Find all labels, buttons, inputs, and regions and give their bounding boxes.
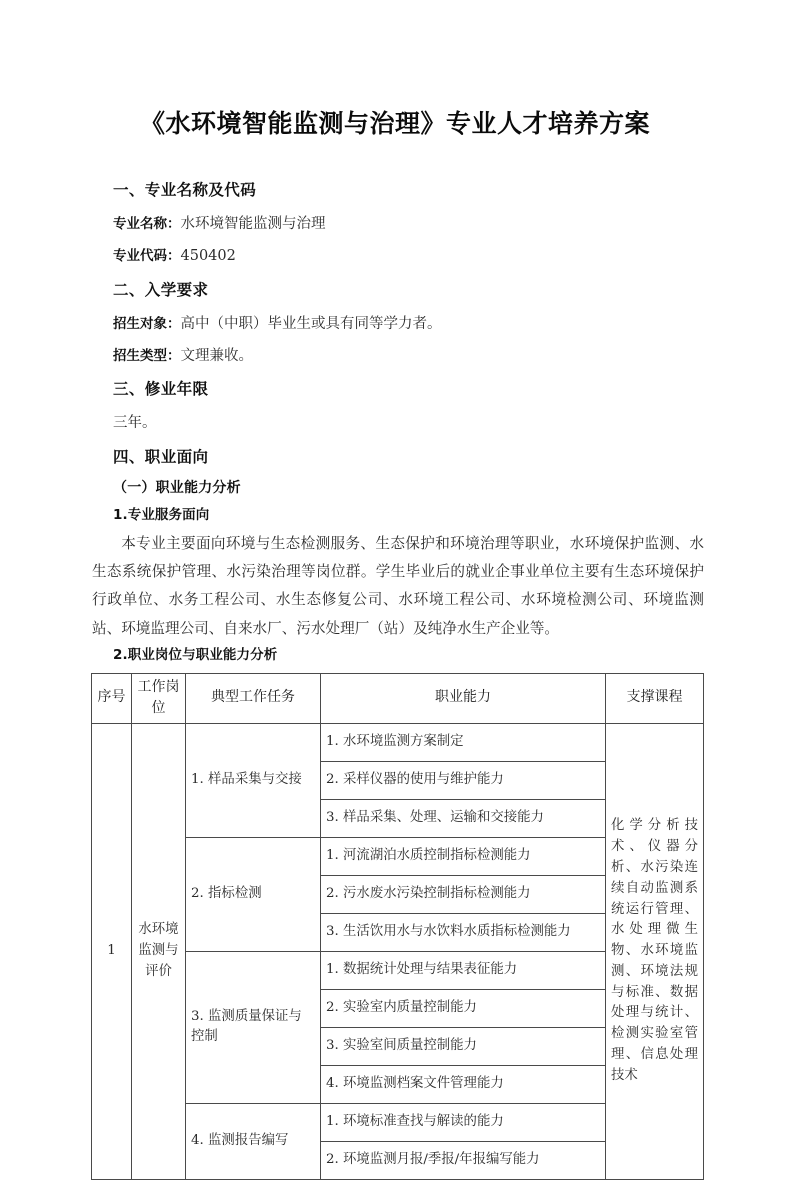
cell-ability: 3. 生活饮用水与水饮料水质指标检测能力	[321, 913, 606, 951]
section-heading-1: 一、专业名称及代码	[113, 181, 257, 200]
cell-ability: 1. 水环境监测方案制定	[321, 723, 606, 761]
cell-row-number: 1	[92, 723, 132, 1179]
admission-target-value: 高中（中职）毕业生或具有同等学力者。	[180, 315, 442, 332]
subsection-heading-career-ability: （一）职业能力分析	[113, 480, 241, 497]
col-header-no: 序号	[92, 673, 132, 723]
title-spacer	[91, 139, 705, 173]
section-heading-4: 四、职业面向	[113, 447, 209, 466]
table-header-row	[92, 673, 704, 723]
page-title: 《水环境智能监测与治理》专业人才培养方案	[139, 109, 650, 138]
col-header-course: 支撑课程	[606, 673, 704, 723]
cell-ability: 2. 环境监测月报/季报/年报编写能力	[321, 1141, 606, 1179]
table-row	[92, 723, 704, 761]
cell-task-4: 4. 监测报告编写	[186, 1103, 321, 1179]
subsection-heading-service-scope: 1.专业服务面向	[113, 507, 210, 524]
col-header-task: 典型工作任务	[186, 673, 321, 723]
cell-ability: 3. 实验室间质量控制能力	[321, 1027, 606, 1065]
major-code-line	[91, 240, 705, 272]
career-ability-table-wrapper	[91, 673, 705, 1180]
cell-work-post: 水环境监测与评价	[132, 723, 186, 1179]
cell-ability: 1. 数据统计处理与结果表征能力	[321, 951, 606, 989]
section-heading-2: 二、入学要求	[113, 280, 209, 299]
col-header-post: 工作岗位	[132, 673, 186, 723]
major-name-label: 专业名称：	[113, 216, 181, 233]
cell-ability: 3. 样品采集、处理、运输和交接能力	[321, 799, 606, 837]
cell-ability: 1. 环境标准查找与解读的能力	[321, 1103, 606, 1141]
admission-target-line	[91, 308, 705, 340]
major-code-label: 专业代码：	[113, 248, 181, 265]
study-duration-value: 三年。	[113, 415, 157, 432]
major-name-value: 水环境智能监测与治理	[180, 216, 326, 233]
admission-type-label: 招生类型：	[113, 347, 181, 364]
subsection-heading-post-ability: 2.职业岗位与职业能力分析	[113, 647, 278, 664]
cell-task-3: 3. 监测质量保证与控制	[186, 951, 321, 1103]
admission-type-line	[91, 340, 705, 372]
cell-task-2: 2. 指标检测	[186, 837, 321, 951]
cell-support-courses: 化学分析技术、仪器分析、水污染连续自动监测系统运行管理、水处理微生物、水环境监测、环境法规与标准、数据处理与统计、检测实验室管理、信息处理技术	[606, 723, 704, 1179]
cell-ability: 2. 污水废水污染控制指标检测能力	[321, 875, 606, 913]
admission-target-label: 招生对象：	[113, 315, 181, 332]
major-code-value: 450402	[180, 248, 236, 265]
cell-ability: 2. 采样仪器的使用与维护能力	[321, 761, 606, 799]
section-heading-3: 三、修业年限	[113, 380, 209, 399]
cell-ability: 1. 河流湖泊水质控制指标检测能力	[321, 837, 606, 875]
cell-ability: 4. 环境监测档案文件管理能力	[321, 1065, 606, 1103]
career-ability-table	[91, 673, 704, 1180]
cell-task-1: 1. 样品采集与交接	[186, 723, 321, 837]
service-scope-paragraph: 本专业主要面向环境与生态检测服务、生态保护和环境治理等职业，水环境保护监测、水生态系统保护管理、水污染治理等岗位群。学生毕业后的就业企事业单位主要有生态环境保护行政单位、水务工程公司、水生态修复公司、水环境工程公司、水环境检测公司、环境监测站、环境监理公司、自来水厂、污水处理厂（站）及纯净水生产企业等。	[92, 534, 704, 637]
admission-type-value: 文理兼收。	[180, 347, 253, 364]
cell-ability: 2. 实验室内质量控制能力	[321, 989, 606, 1027]
major-name-line	[91, 208, 705, 240]
col-header-ability: 职业能力	[321, 673, 606, 723]
table-body	[92, 723, 704, 1179]
